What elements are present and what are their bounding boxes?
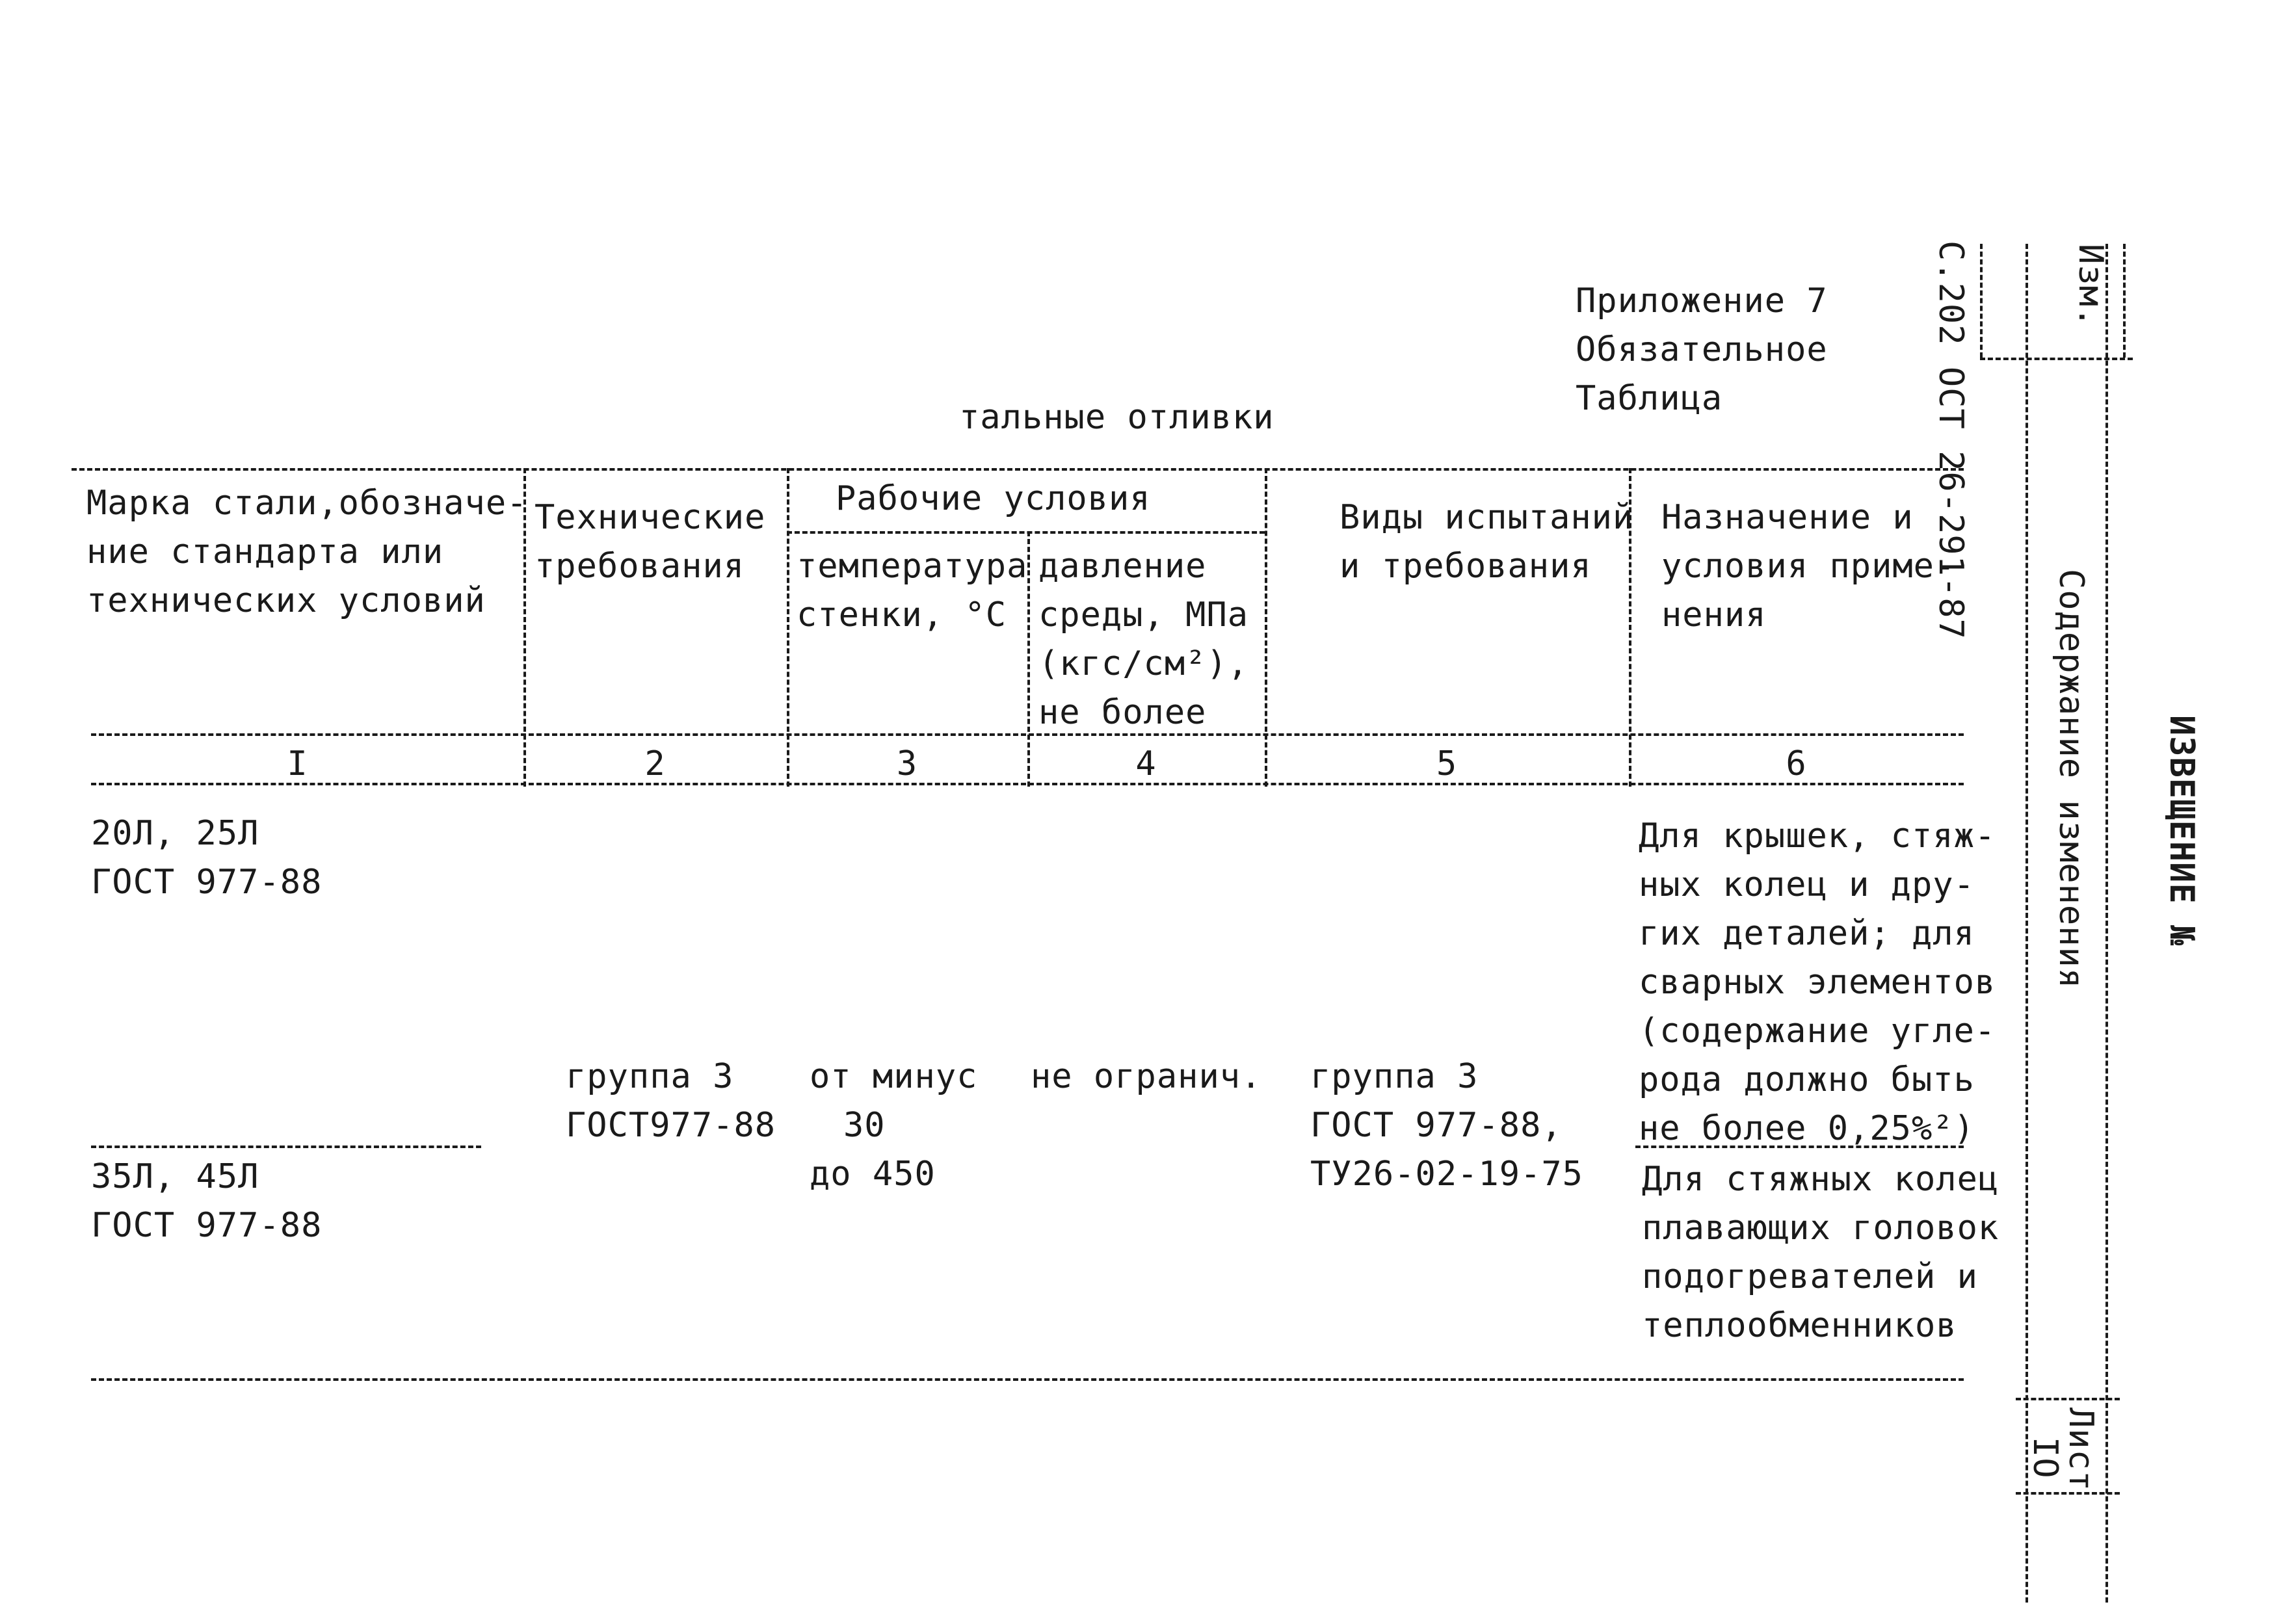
col5-header-line1: Виды испытаний <box>1339 498 1634 537</box>
sheet-number: IO <box>2026 1437 2065 1479</box>
tech-req-line1: группа 3 <box>566 1057 734 1096</box>
table-top-border <box>72 468 1964 471</box>
col6-header-line3: нения <box>1661 596 1767 635</box>
table-title-fragment: тальные отливки <box>959 398 1274 437</box>
table-bottom-border <box>91 1378 1964 1381</box>
grade-separator-line <box>91 1146 481 1148</box>
grade-2-line2: ГОСТ 977-88 <box>91 1206 323 1245</box>
col-number-2: 2 <box>644 744 666 783</box>
tech-req-line2: ГОСТ977-88 <box>566 1106 776 1145</box>
temperature-line2: 30 <box>843 1106 886 1145</box>
pressure-value: не огранич. <box>1031 1057 1262 1096</box>
change-content-label: Содержание изменения <box>2052 569 2091 989</box>
purpose-2-line1: Для стяжных колец <box>1642 1160 1999 1199</box>
col3-header-line2: стенки, °С <box>797 596 1007 635</box>
change-column-label: Изм. <box>2071 244 2110 328</box>
purpose-2-line3: подогревателей и <box>1642 1257 1978 1296</box>
sheet-box-bottom <box>2016 1492 2120 1495</box>
purpose-1-line1: Для крышек, стяж- <box>1639 817 1996 856</box>
working-conditions-header: Рабочие условия <box>836 479 1151 518</box>
grade-2-line1: 35Л, 45Л <box>91 1157 259 1196</box>
sheet-label: Лист <box>2061 1408 2100 1492</box>
temperature-line1: от минус <box>810 1057 978 1096</box>
col4-header-line4: не более <box>1038 693 1207 732</box>
working-conditions-divider <box>787 531 1265 534</box>
col4-header-line1: давление <box>1038 547 1207 586</box>
purpose-1-line3: гих деталей; для <box>1639 914 1975 953</box>
col-number-6: 6 <box>1786 744 1807 783</box>
tests-line2: ГОСТ 977-88, <box>1310 1106 1563 1145</box>
margin-header-divider <box>1980 358 2133 360</box>
col1-header-line3: технических условий <box>86 581 486 620</box>
col-number-1: I <box>287 744 308 783</box>
purpose-1-line2: ных колец и дру- <box>1639 865 1975 904</box>
temperature-line3: до 450 <box>810 1155 936 1194</box>
col6-header-line1: Назначение и <box>1661 498 1914 537</box>
col-number-5: 5 <box>1436 744 1458 783</box>
mandatory-label: Обязательное <box>1576 330 1828 369</box>
purpose-1-line6: рода должно быть <box>1639 1060 1975 1099</box>
table-label: Таблица <box>1576 379 1723 418</box>
tests-line3: ТУ26-02-19-75 <box>1310 1155 1583 1194</box>
purpose-1-line5: (содержание угле- <box>1639 1012 1996 1051</box>
col2-header-line2: требования <box>534 547 745 586</box>
notice-label: ИЗВЕЩЕНИЕ № <box>2162 715 2201 947</box>
col1-header-line1: Марка стали,обозначе- <box>86 484 528 523</box>
margin-line-4 <box>2123 244 2126 358</box>
purpose-2-line4: теплообменников <box>1642 1306 1957 1345</box>
margin-line-1 <box>1980 244 1983 358</box>
purpose-1-line4: сварных элементов <box>1639 963 1996 1002</box>
col6-header-line2: условия приме- <box>1661 547 1956 586</box>
purpose-2-line2: плавающих головок <box>1642 1209 1999 1248</box>
grade-1-line2: ГОСТ 977-88 <box>91 863 323 902</box>
col1-header-line2: ние стандарта или <box>86 532 444 571</box>
appendix-label: Приложение 7 <box>1576 282 1828 321</box>
col5-header-line2: и требования <box>1339 547 1592 586</box>
grade-1-line1: 20Л, 25Л <box>91 814 259 853</box>
sheet-box-top <box>2016 1398 2120 1400</box>
purpose-1-line7: не более 0,25%²) <box>1639 1109 1975 1148</box>
col-number-4: 4 <box>1135 744 1157 783</box>
col-number-3: 3 <box>896 744 918 783</box>
col4-header-line2: среды, МПа <box>1038 596 1249 635</box>
col3-header-line1: температура <box>797 547 1028 586</box>
document-code: С.202 ОСТ 26-291-87 <box>1931 241 1970 640</box>
tests-line1: группа 3 <box>1310 1057 1479 1096</box>
col4-header-line3: (кгс/см²), <box>1038 644 1249 683</box>
col2-header-line1: Технические <box>534 498 766 537</box>
